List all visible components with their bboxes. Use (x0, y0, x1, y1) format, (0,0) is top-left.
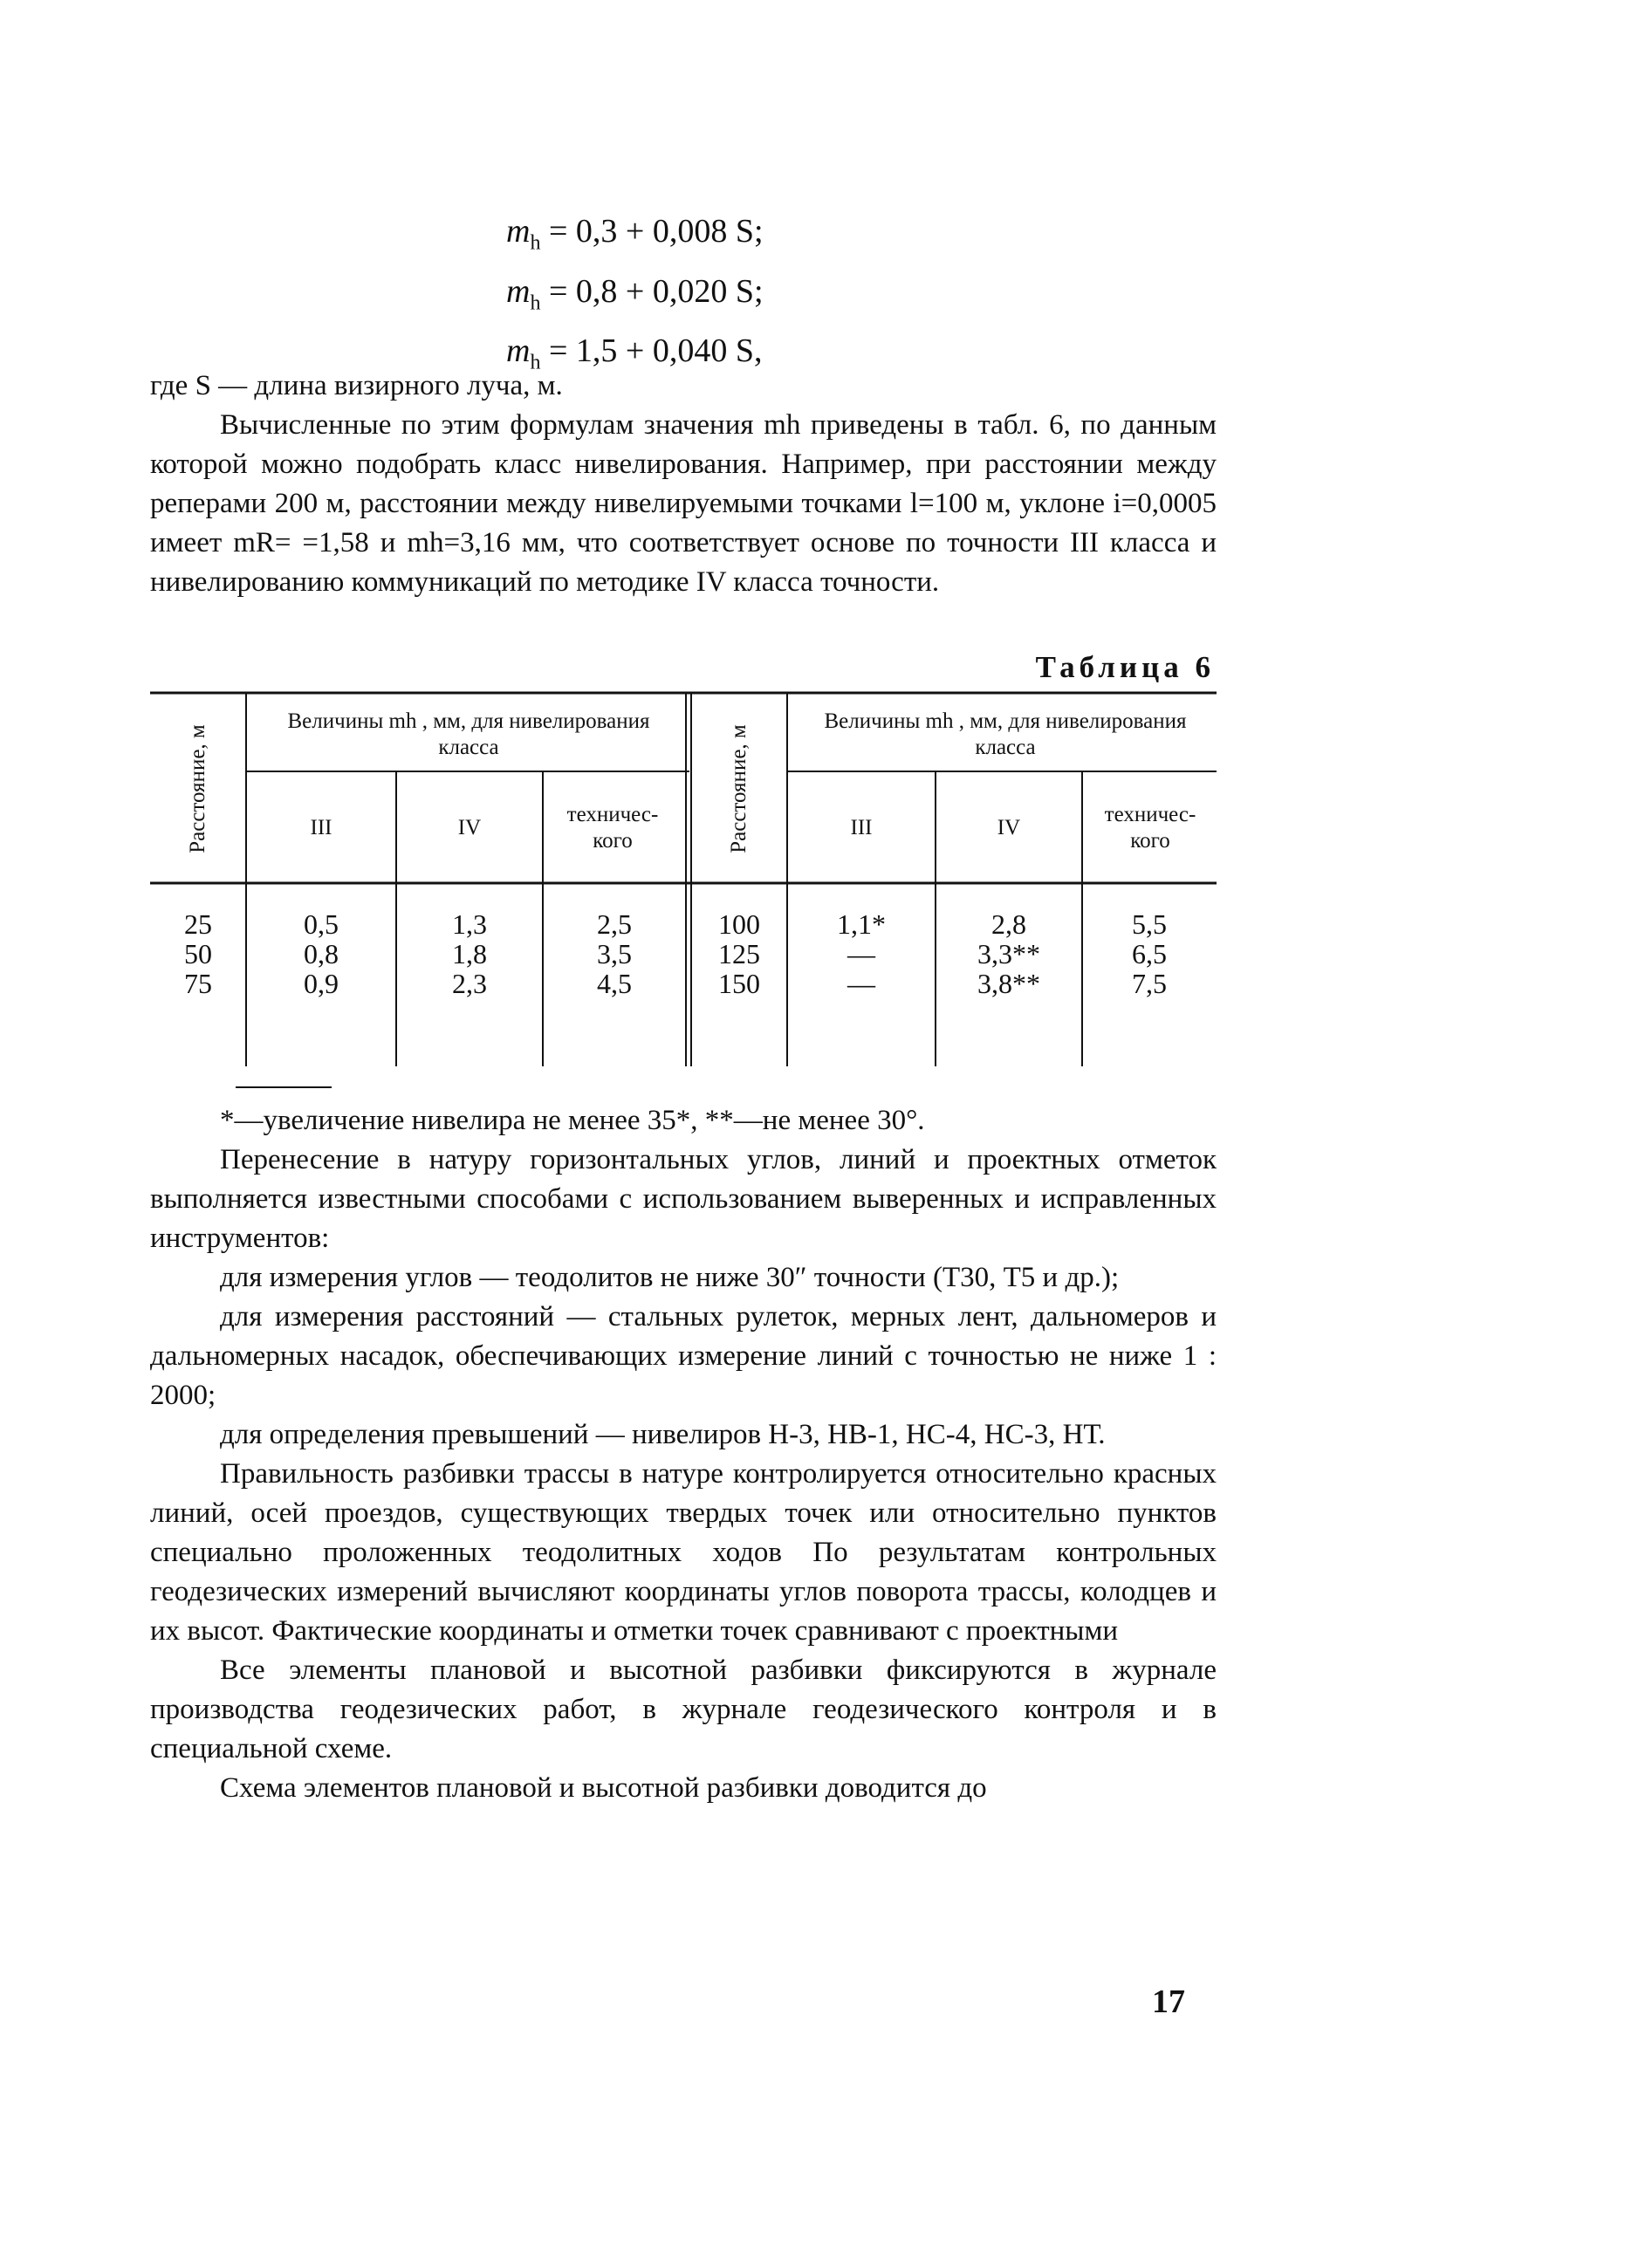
table-cell: 0,5 (304, 908, 339, 940)
table-cell: 0,8 (304, 938, 339, 969)
table-column-distance (150, 909, 246, 998)
table-cell: 100 (718, 908, 760, 940)
formula-block (506, 208, 1204, 387)
paragraph-control: Правильность разбивки трассы в натуре контролируется относительно красных линий, осей проездов, существующих твердых точек или относительно пунктов специально проложенных теодолитных ходов По результатам контрольных геодезических измерений вычисляют координаты углов поворота трассы, колодцев и их высот. Фактические координаты и отметки точек сравнивают с проектными (150, 1458, 1217, 1647)
paragraph-transfer: Перенесение в натуру горизонтальных углов, линий и проектных отметок выполняется известными способами с использованием выверенных и исправленных инструментов: (150, 1144, 1217, 1254)
footnote: *—увеличение нивелира не менее 35*, **—не менее 30°. (220, 1105, 925, 1136)
header-class-iv: IV (997, 816, 1021, 839)
table-column-iv (936, 909, 1082, 998)
table-cell: 4,5 (597, 968, 632, 999)
header-class-technical: техничес-кого (1104, 803, 1196, 853)
table-cell: — (847, 968, 875, 999)
table-caption: Таблица 6 (1035, 650, 1215, 684)
table-cell: 2,8 (991, 908, 1026, 940)
text-below-table (150, 1101, 1217, 1808)
table-cell: 2,5 (597, 908, 632, 940)
table-cell: 50 (184, 938, 212, 969)
formula-line: $m_h = 0,3 + 0,008$ S; (506, 213, 764, 255)
text-above-table (150, 367, 1217, 602)
paragraph-elements: Все элементы плановой и высотной разбивки фиксируются в журнале производства геодезических работ, в журнале геодезического контроля и в специальной схеме. (150, 1654, 1217, 1764)
table-column-distance (691, 909, 787, 998)
header-class-iii: III (850, 816, 873, 839)
table-cell: 1,8 (452, 938, 487, 969)
header-class-technical: техничес-кого (566, 803, 659, 853)
paragraph-angles: для измерения углов — теодолитов не ниже 30″ точности (Т30, Т5 и др.); (220, 1262, 1120, 1293)
table-cell: — (847, 938, 875, 969)
table-cell: 125 (718, 938, 760, 969)
table-cell: 3,3** (977, 938, 1040, 969)
table-cell: 5,5 (1132, 908, 1167, 940)
formula-line: $m_h = 0,8 + 0,020$ S; (506, 272, 764, 315)
table-cell: 3,5 (597, 938, 632, 969)
paragraph-distances: для измерения расстояний — стальных рулеток, мерных лент, дальномеров и дальномерных насадок, обеспечивающих измерение линий с точностью не ниже 1 : 2000; (150, 1301, 1217, 1411)
table-cell: 0,9 (304, 968, 339, 999)
header-class-iv: IV (457, 816, 482, 839)
formula-line: $m_h = 1,5 + 0,040$ S, (506, 332, 763, 374)
table-column-iv (396, 909, 543, 998)
table-cell: 3,8** (977, 968, 1040, 999)
table-cell: 1,1* (837, 908, 886, 940)
footnote-divider (236, 1086, 332, 1088)
table-cell: 6,5 (1132, 938, 1167, 969)
table-cell: 2,3 (452, 968, 487, 999)
table-cell: 75 (184, 968, 212, 999)
table-column-technical (1082, 909, 1217, 998)
header-class-iii: III (310, 816, 332, 839)
table-cell: 25 (184, 908, 212, 940)
table-cell: 150 (718, 968, 760, 999)
paragraph-levels: для определения превышений — нивелиров Н-3, НВ-1, НС-4, НС-3, НТ. (220, 1419, 1106, 1450)
table-column-iii (787, 909, 936, 998)
paragraph-where: где S — длина визирного луча, м. (150, 370, 563, 401)
column-header-distance: Расстояние, м (186, 724, 209, 853)
table-cell: 1,3 (452, 908, 487, 940)
column-header-distance: Расстояние, м (727, 724, 751, 853)
paragraph-scheme: Схема элементов плановой и высотной разбивки доводится до (220, 1772, 987, 1804)
table-column-technical (543, 909, 686, 998)
group-header: Величины mh , мм, для нивелирования класса (824, 709, 1187, 759)
table-column-iii (246, 909, 396, 998)
page-number: 17 (1152, 1983, 1185, 2020)
paragraph-computed: Вычисленные по этим формулам значения mh приведены в табл. 6, по данным которой можно подобрать класс нивелирования. Например, при расстоянии между реперами 200 м, расстоянии между нивелируемыми точками l=100 м, уклоне i=0,0005 имеет mR= =1,58 и mh=3,16 мм, что соответствует основе по точности III класса и нивелированию коммуникаций по методике IV класса точности. (150, 409, 1217, 598)
table-cell: 7,5 (1132, 968, 1167, 999)
table-6 (150, 691, 1217, 1066)
group-header: Величины mh , мм, для нивелирования класса (287, 709, 650, 759)
